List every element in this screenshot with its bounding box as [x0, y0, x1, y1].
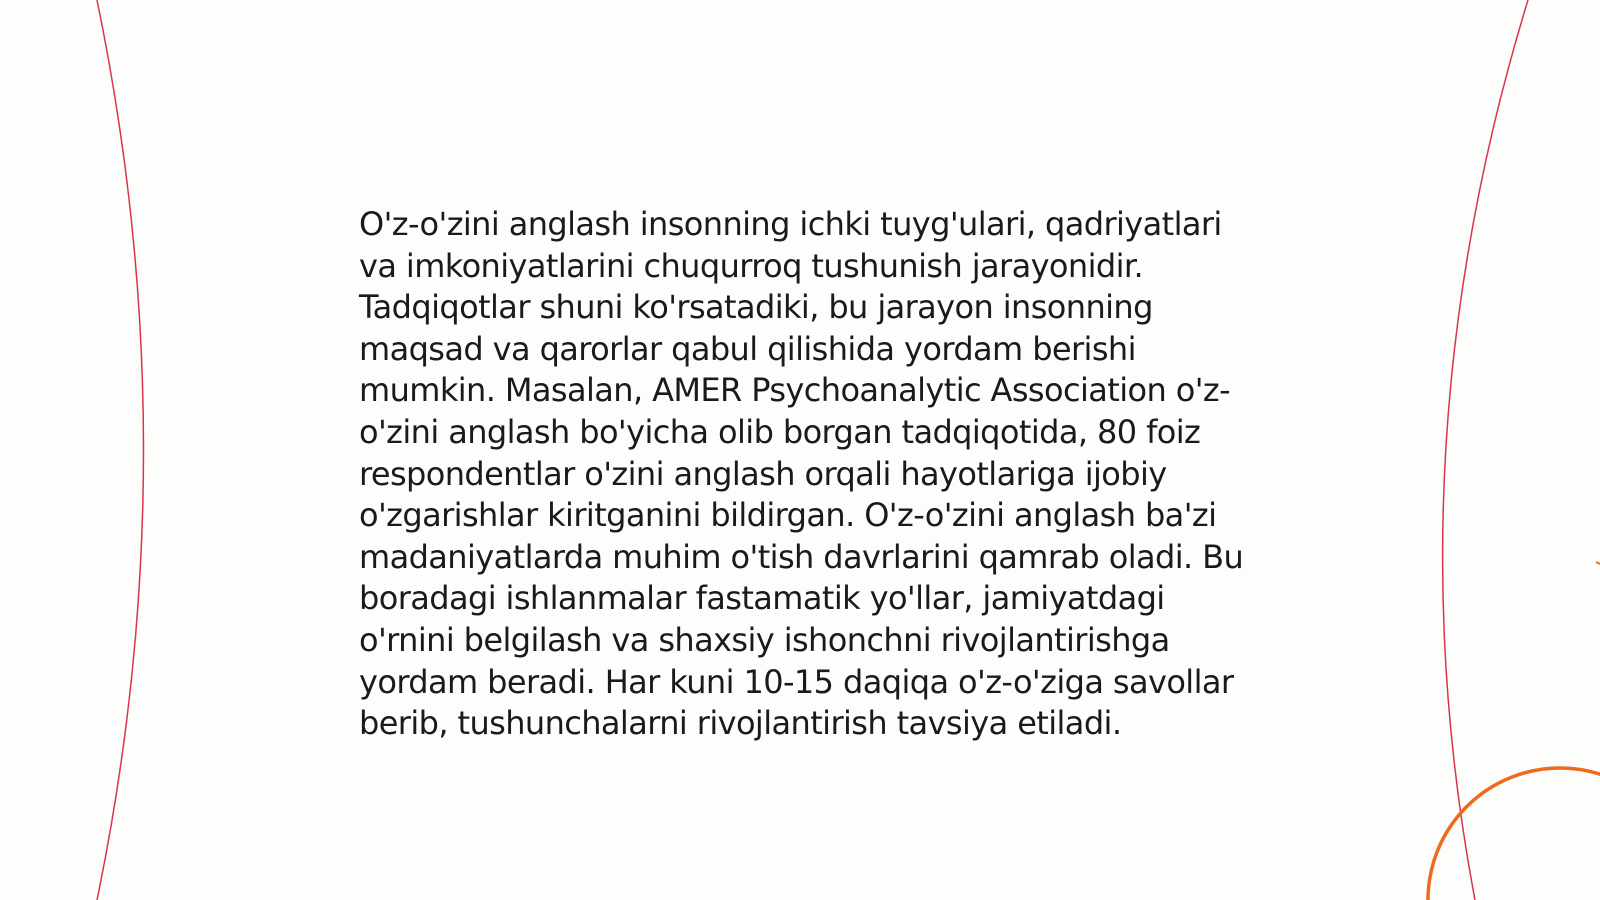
body-paragraph: O'z-o'zini anglash insonning ichki tuyg'ulari, qadriyatlari va imkoniyatlarini chuqurroq tushunish jarayonidir. Tadqiqotlar shuni ko'rsatadiki, bu jarayon insonning maqsad va qarorlar qabul qilishida yordam berishi mumkin. Masalan, AMER Psychoanalytic Association o'z-o'zini anglash bo'yicha olib borgan tadqiqotida, 80 foiz respondentlar o'zini anglash orqali hayotlariga ijobiy o'zgarishlar kiritganini bildirgan. O'z-o'zini anglash ba'zi madaniyatlarda muhim o'tish davrlarini qamrab oladi. Bu boradagi ishlanmalar fastamatik yo'llar, jamiyatdagi o'rnini belgilash va shaxsiy ishonchni rivojlantirishga yordam beradi. Har kuni 10-15 daqiqa o'z-o'ziga savollar berib, tushunchalarni rivojlantirish tavsiya etiladi. [359, 205, 1244, 743]
orange-tick-mark [1596, 562, 1600, 564]
left-red-arc [97, 0, 144, 900]
orange-circle-outline [1428, 768, 1600, 900]
right-red-arc [1443, 0, 1528, 900]
